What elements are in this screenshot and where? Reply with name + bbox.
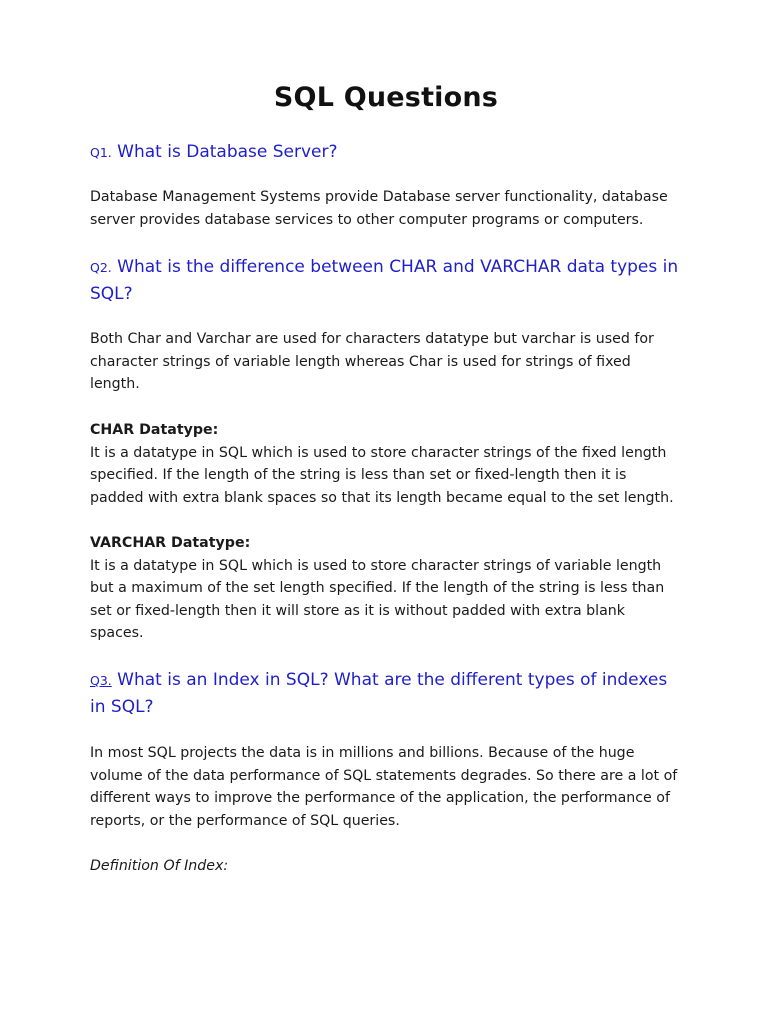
question-1: [90, 139, 682, 166]
varchar-datatype-heading: VARCHAR Datatype:: [90, 535, 251, 551]
answer-1: Database Management Systems provide Database server functionality, database server provides database services to other computer programs or computers.: [90, 189, 668, 228]
answer-2: Both Char and Varchar are used for characters datatype but varchar is used for character strings of variable length whereas Char is used for strings of fixed length.: [90, 331, 654, 392]
answer-3: In most SQL projects the data is in millions and billions. Because of the huge volume of the data performance of SQL statements degrades. So there are a lot of different ways to improve the performance of the application, the performance of reports, or the performance of SQL queries.: [90, 745, 678, 829]
char-datatype-text: It is a datatype in SQL which is used to store character strings of the fixed length specified. If the length of the string is less than set or fixed-length then it is padded with extra blank spaces so that its length became equal to the set length.: [90, 444, 674, 506]
definition-of-index-heading: Definition Of Index:: [90, 858, 229, 874]
question-2-text: What is the difference between CHAR and VARCHAR data types in SQL?: [90, 257, 679, 304]
question-3: [90, 667, 682, 721]
question-1-number: Q1.: [90, 145, 112, 160]
char-datatype-heading: CHAR Datatype:: [90, 422, 219, 438]
question-3-text: What is an Index in SQL? What are the different types of indexes in SQL?: [90, 670, 668, 717]
question-2: [90, 254, 682, 308]
char-datatype-section: [90, 419, 682, 509]
varchar-datatype-text: It is a datatype in SQL which is used to store character strings of variable length but a maximum of the set length specified. If the length of the string is less than set or fixed-length then it will store as it is without padded with extra blank spaces.: [90, 557, 665, 641]
question-2-number: Q2.: [90, 260, 112, 275]
page-title: SQL Questions: [273, 82, 499, 113]
question-3-number: Q3.: [90, 673, 112, 688]
question-1-text: What is Database Server?: [117, 142, 338, 162]
varchar-datatype-section: [90, 532, 682, 645]
